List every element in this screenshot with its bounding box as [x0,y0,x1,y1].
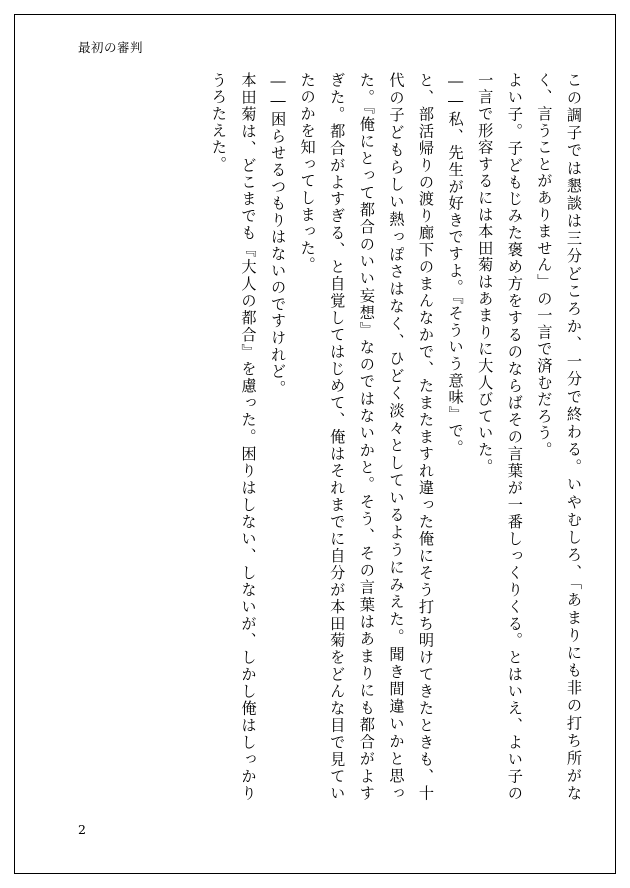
body-text [203,72,588,802]
paragraph: よい子。子どもじみた褒め方をするのならばその言葉が一番しっくりくる。とはいえ、よい子の一言で形容するには本田菊はあまりに大人びていた。 [476,72,524,802]
paragraph: ――困らせるつもりはないのですけれど。 [269,72,288,397]
paragraph: ――私、先生が好きですよ。『そういう意味』で。 [446,72,465,457]
paragraph: この調子では懇談は三分どころか、一分で終わる。いやむしろ、「あまりにも非の打ち所がなく、言うことがありません」の一言で済むだろう。 [535,72,583,802]
page-number: 2 [78,822,86,837]
paragraph: と、部活帰りの渡り廊下のまんなかで、たまたますれ違った俺にそう打ち明けてきたときも、十代の子どもらしい熱っぽさはなく、ひどく淡々としているようにみえた。聞き間違いかと思った。『俺にとって都合のいい妄想』なのではないかと。そう、その言葉はあまりにも都合がよすぎた。都合がよすぎる、と自覚してはじめて、俺はそれまでに自分が本田菊をどんな目で見ていたのかを知ってしまった。 [298,72,436,802]
running-head: 最初の審判 [78,40,144,55]
paragraph: 本田菊は、どこまでも『大人の都合』を慮った。困りはしない、しないが、しかし俺はしっかりうろたえた。 [209,72,258,802]
